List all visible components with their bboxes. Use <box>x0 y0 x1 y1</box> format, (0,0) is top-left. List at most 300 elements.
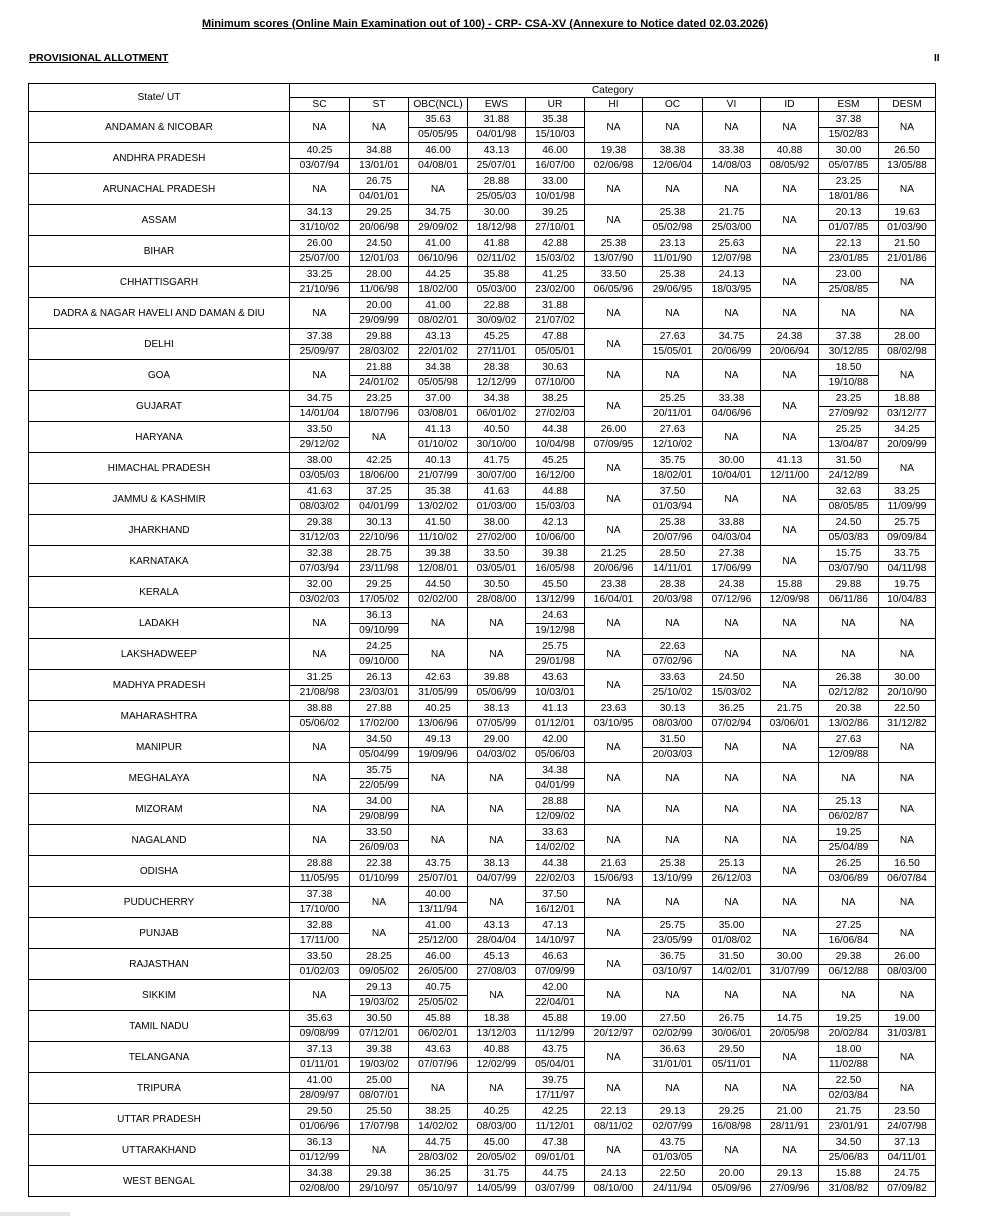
date-cell: 23/05/99 <box>643 933 703 949</box>
score-cell: 32.00 <box>290 577 350 593</box>
date-cell: 09/10/99 <box>350 623 409 639</box>
date-cell: 08/05/92 <box>761 158 819 174</box>
date-cell: 15/10/03 <box>526 127 585 143</box>
date-cell: 08/03/00 <box>468 1119 526 1135</box>
na-cell: NA <box>703 484 761 515</box>
date-cell: 25/04/89 <box>819 840 879 856</box>
table-row <box>29 887 936 903</box>
score-cell: 26.00 <box>290 236 350 252</box>
na-cell: NA <box>761 174 819 205</box>
score-cell: 23.25 <box>819 391 879 407</box>
date-cell: 15/03/02 <box>526 251 585 267</box>
score-cell: 38.25 <box>409 1104 468 1120</box>
table-row <box>29 1011 936 1027</box>
score-cell: 43.13 <box>468 918 526 934</box>
date-cell: 16/07/00 <box>526 158 585 174</box>
score-cell: 41.00 <box>409 236 468 252</box>
date-cell: 13/05/88 <box>879 158 936 174</box>
date-cell: 02/12/82 <box>819 685 879 701</box>
state-name: BIHAR <box>29 236 290 267</box>
na-cell: NA <box>879 763 936 794</box>
score-cell: 25.38 <box>643 856 703 872</box>
date-cell: 05/11/01 <box>703 1057 761 1073</box>
date-cell: 25/07/00 <box>290 251 350 267</box>
score-cell: 14.75 <box>761 1011 819 1027</box>
score-cell: 45.25 <box>468 329 526 345</box>
score-cell: 29.25 <box>350 205 409 221</box>
date-cell: 17/07/98 <box>350 1119 409 1135</box>
score-cell: 21.25 <box>585 546 643 562</box>
date-cell: 05/05/01 <box>526 344 585 360</box>
score-cell: 22.38 <box>350 856 409 872</box>
state-name: ASSAM <box>29 205 290 236</box>
date-cell: 31/07/99 <box>761 964 819 980</box>
date-cell: 14/10/97 <box>526 933 585 949</box>
score-cell: 34.88 <box>350 143 409 159</box>
date-cell: 03/12/77 <box>879 406 936 422</box>
date-cell: 07/02/96 <box>643 654 703 670</box>
score-cell: 38.13 <box>468 701 526 717</box>
score-cell: 47.88 <box>526 329 585 345</box>
na-cell: NA <box>585 639 643 670</box>
column-header-obcncl: OBC(NCL) <box>409 98 468 112</box>
score-cell: 28.88 <box>468 174 526 190</box>
na-cell: NA <box>761 980 819 1011</box>
date-cell: 05/09/96 <box>703 1181 761 1197</box>
score-cell: 26.38 <box>819 670 879 686</box>
score-cell: 38.13 <box>468 856 526 872</box>
date-cell: 08/11/02 <box>585 1119 643 1135</box>
na-cell: NA <box>703 639 761 670</box>
score-cell: 34.75 <box>409 205 468 221</box>
na-cell: NA <box>761 267 819 298</box>
score-cell: 24.50 <box>703 670 761 686</box>
date-cell: 18/07/96 <box>350 406 409 422</box>
state-name: TRIPURA <box>29 1073 290 1104</box>
na-cell: NA <box>761 918 819 949</box>
score-cell: 43.13 <box>468 143 526 159</box>
date-cell: 09/01/01 <box>526 1150 585 1166</box>
score-cell: 25.13 <box>703 856 761 872</box>
date-cell: 05/03/00 <box>468 282 526 298</box>
na-cell: NA <box>761 391 819 422</box>
date-cell: 30/06/01 <box>703 1026 761 1042</box>
date-cell: 13/02/86 <box>819 716 879 732</box>
score-cell: 22.50 <box>879 701 936 717</box>
na-cell: NA <box>879 887 936 918</box>
na-cell: NA <box>290 794 350 825</box>
date-cell: 28/09/97 <box>290 1088 350 1104</box>
na-cell: NA <box>761 360 819 391</box>
na-cell: NA <box>585 949 643 980</box>
date-cell: 29/08/99 <box>350 809 409 825</box>
score-cell: 35.63 <box>409 112 468 128</box>
score-cell: 29.13 <box>643 1104 703 1120</box>
state-name: LADAKH <box>29 608 290 639</box>
date-cell: 01/03/05 <box>643 1150 703 1166</box>
date-cell: 10/06/00 <box>526 530 585 546</box>
date-cell: 03/06/89 <box>819 871 879 887</box>
na-cell: NA <box>585 670 643 701</box>
score-cell: 29.13 <box>761 1166 819 1182</box>
date-cell: 19/03/02 <box>350 1057 409 1073</box>
state-name: UTTARAKHAND <box>29 1135 290 1166</box>
date-cell: 01/03/94 <box>643 499 703 515</box>
date-cell: 18/03/95 <box>703 282 761 298</box>
date-cell: 20/03/98 <box>643 592 703 608</box>
score-cell: 29.25 <box>703 1104 761 1120</box>
score-cell: 42.88 <box>526 236 585 252</box>
score-cell: 40.75 <box>409 980 468 996</box>
date-cell: 20/02/84 <box>819 1026 879 1042</box>
na-cell: NA <box>761 794 819 825</box>
score-cell: 18.88 <box>879 391 936 407</box>
score-cell: 44.75 <box>526 1166 585 1182</box>
score-cell: 46.00 <box>409 143 468 159</box>
na-cell: NA <box>585 763 643 794</box>
date-cell: 22/10/96 <box>350 530 409 546</box>
na-cell: NA <box>643 794 703 825</box>
table-row <box>29 143 936 159</box>
score-cell: 24.13 <box>585 1166 643 1182</box>
score-cell: 22.13 <box>819 236 879 252</box>
na-cell: NA <box>290 112 350 143</box>
date-cell: 11/01/90 <box>643 251 703 267</box>
state-name: HIMACHAL PRADESH <box>29 453 290 484</box>
date-cell: 11/12/01 <box>526 1119 585 1135</box>
date-cell: 03/07/90 <box>819 561 879 577</box>
na-cell: NA <box>761 639 819 670</box>
date-cell: 19/10/88 <box>819 375 879 391</box>
table-row <box>29 1042 936 1058</box>
date-cell: 18/06/00 <box>350 468 409 484</box>
na-cell: NA <box>468 1073 526 1104</box>
na-cell: NA <box>761 1135 819 1166</box>
na-cell: NA <box>879 298 936 329</box>
state-name: MAHARASHTRA <box>29 701 290 732</box>
na-cell: NA <box>819 887 879 918</box>
score-cell: 36.13 <box>290 1135 350 1151</box>
score-cell: 28.38 <box>468 360 526 376</box>
table-row <box>29 825 936 841</box>
score-cell: 25.00 <box>350 1073 409 1089</box>
table-row <box>29 949 936 965</box>
na-cell: NA <box>879 1073 936 1104</box>
score-cell: 40.00 <box>409 887 468 903</box>
date-cell: 23/01/85 <box>819 251 879 267</box>
score-cell: 34.13 <box>290 205 350 221</box>
na-cell: NA <box>290 298 350 329</box>
table-row <box>29 391 936 407</box>
na-cell: NA <box>585 453 643 484</box>
score-cell: 46.00 <box>409 949 468 965</box>
score-cell: 32.88 <box>290 918 350 934</box>
date-cell: 20/12/97 <box>585 1026 643 1042</box>
na-cell: NA <box>819 639 879 670</box>
state-name: ANDAMAN & NICOBAR <box>29 112 290 143</box>
date-cell: 17/11/97 <box>526 1088 585 1104</box>
date-cell: 12/09/02 <box>526 809 585 825</box>
date-cell: 28/03/02 <box>409 1150 468 1166</box>
date-cell: 04/01/99 <box>526 778 585 794</box>
table-row <box>29 267 936 283</box>
na-cell: NA <box>585 1042 643 1073</box>
na-cell: NA <box>585 918 643 949</box>
na-cell: NA <box>409 794 468 825</box>
na-cell: NA <box>761 856 819 887</box>
date-cell: 23/03/01 <box>350 685 409 701</box>
date-cell: 13/01/01 <box>350 158 409 174</box>
na-cell: NA <box>761 112 819 143</box>
score-cell: 37.38 <box>290 329 350 345</box>
date-cell: 25/09/97 <box>290 344 350 360</box>
score-cell: 25.38 <box>585 236 643 252</box>
date-cell: 20/06/99 <box>703 344 761 360</box>
score-cell: 31.50 <box>643 732 703 748</box>
date-cell: 04/01/99 <box>350 499 409 515</box>
date-cell: 24/07/98 <box>879 1119 936 1135</box>
na-cell: NA <box>409 763 468 794</box>
date-cell: 04/03/04 <box>703 530 761 546</box>
score-cell: 20.38 <box>819 701 879 717</box>
date-cell: 27/02/03 <box>526 406 585 422</box>
score-cell: 30.13 <box>350 515 409 531</box>
column-header-vi: VI <box>703 98 761 112</box>
na-cell: NA <box>409 639 468 670</box>
score-cell: 45.88 <box>526 1011 585 1027</box>
date-cell: 08/07/01 <box>350 1088 409 1104</box>
date-cell: 07/03/94 <box>290 561 350 577</box>
state-name: WEST BENGAL <box>29 1166 290 1197</box>
table-row <box>29 1104 936 1120</box>
score-cell: 33.38 <box>703 391 761 407</box>
score-cell: 27.50 <box>643 1011 703 1027</box>
page-mark: II <box>934 53 940 64</box>
na-cell: NA <box>290 825 350 856</box>
date-cell: 08/03/00 <box>643 716 703 732</box>
na-cell: NA <box>350 112 409 143</box>
na-cell: NA <box>643 887 703 918</box>
na-cell: NA <box>703 980 761 1011</box>
score-cell: 23.25 <box>819 174 879 190</box>
score-cell: 39.38 <box>526 546 585 562</box>
score-cell: 28.88 <box>290 856 350 872</box>
na-cell: NA <box>761 205 819 236</box>
na-cell: NA <box>879 360 936 391</box>
table-row <box>29 236 936 252</box>
na-cell: NA <box>703 608 761 639</box>
na-cell: NA <box>585 1135 643 1166</box>
date-cell: 07/10/00 <box>526 375 585 391</box>
score-cell: 34.75 <box>290 391 350 407</box>
na-cell: NA <box>585 515 643 546</box>
na-cell: NA <box>761 887 819 918</box>
date-cell: 12/12/99 <box>468 375 526 391</box>
date-cell: 20/06/96 <box>585 561 643 577</box>
date-cell: 28/03/02 <box>350 344 409 360</box>
date-cell: 12/09/98 <box>761 592 819 608</box>
score-cell: 35.75 <box>643 453 703 469</box>
score-cell: 34.75 <box>703 329 761 345</box>
table-row <box>29 763 936 779</box>
score-cell: 28.00 <box>879 329 936 345</box>
date-cell: 08/02/98 <box>879 344 936 360</box>
score-cell: 40.25 <box>468 1104 526 1120</box>
date-cell: 10/04/83 <box>879 592 936 608</box>
score-cell: 25.75 <box>643 918 703 934</box>
score-cell: 26.00 <box>879 949 936 965</box>
score-cell: 33.63 <box>643 670 703 686</box>
state-name: MADHYA PRADESH <box>29 670 290 701</box>
score-cell: 31.50 <box>703 949 761 965</box>
score-cell: 26.25 <box>819 856 879 872</box>
date-cell: 15/03/03 <box>526 499 585 515</box>
score-cell: 26.75 <box>350 174 409 190</box>
state-name: DADRA & NAGAR HAVELI AND DAMAN & DIU <box>29 298 290 329</box>
date-cell: 22/04/01 <box>526 995 585 1011</box>
date-cell: 08/05/85 <box>819 499 879 515</box>
score-cell: 34.38 <box>468 391 526 407</box>
date-cell: 20/10/90 <box>879 685 936 701</box>
date-cell: 06/05/96 <box>585 282 643 298</box>
score-cell: 30.50 <box>350 1011 409 1027</box>
na-cell: NA <box>350 422 409 453</box>
table-row <box>29 701 936 717</box>
date-cell: 29/01/98 <box>526 654 585 670</box>
date-cell: 07/02/94 <box>703 716 761 732</box>
table-row <box>29 608 936 624</box>
na-cell: NA <box>879 112 936 143</box>
date-cell: 12/10/02 <box>643 437 703 453</box>
score-cell: 34.50 <box>819 1135 879 1151</box>
score-cell: 45.13 <box>468 949 526 965</box>
date-cell: 16/12/00 <box>526 468 585 484</box>
score-cell: 25.25 <box>643 391 703 407</box>
state-name: KARNATAKA <box>29 546 290 577</box>
table-row <box>29 577 936 593</box>
score-cell: 28.75 <box>350 546 409 562</box>
date-cell: 04/03/02 <box>468 747 526 763</box>
state-name: TELANGANA <box>29 1042 290 1073</box>
score-cell: 35.38 <box>409 484 468 500</box>
na-cell: NA <box>761 670 819 701</box>
na-cell: NA <box>761 298 819 329</box>
state-name: GUJARAT <box>29 391 290 422</box>
na-cell: NA <box>761 1042 819 1073</box>
score-cell: 45.50 <box>526 577 585 593</box>
score-cell: 41.00 <box>409 918 468 934</box>
score-cell: 34.50 <box>350 732 409 748</box>
score-cell: 31.50 <box>819 453 879 469</box>
date-cell: 07/09/95 <box>585 437 643 453</box>
date-cell: 14/05/99 <box>468 1181 526 1197</box>
score-cell: 49.13 <box>409 732 468 748</box>
na-cell: NA <box>585 1073 643 1104</box>
table-row <box>29 205 936 221</box>
state-name: ANDHRA PRADESH <box>29 143 290 174</box>
date-cell: 28/08/00 <box>468 592 526 608</box>
column-header-id: ID <box>761 98 819 112</box>
score-cell: 34.25 <box>879 422 936 438</box>
date-cell: 28/11/91 <box>761 1119 819 1135</box>
score-cell: 25.75 <box>879 515 936 531</box>
date-cell: 11/06/98 <box>350 282 409 298</box>
date-cell: 03/07/99 <box>526 1181 585 1197</box>
date-cell: 29/09/99 <box>350 313 409 329</box>
date-cell: 23/11/98 <box>350 561 409 577</box>
score-cell: 32.38 <box>290 546 350 562</box>
column-header-ews: EWS <box>468 98 526 112</box>
na-cell: NA <box>703 794 761 825</box>
score-cell: 38.88 <box>290 701 350 717</box>
score-cell: 30.00 <box>468 205 526 221</box>
date-cell: 18/01/86 <box>819 189 879 205</box>
score-cell: 19.75 <box>879 577 936 593</box>
na-cell: NA <box>290 174 350 205</box>
na-cell: NA <box>350 918 409 949</box>
date-cell: 11/02/88 <box>819 1057 879 1073</box>
na-cell: NA <box>703 887 761 918</box>
na-cell: NA <box>585 825 643 856</box>
date-cell: 18/12/98 <box>468 220 526 236</box>
date-cell: 06/12/88 <box>819 964 879 980</box>
date-cell: 03/07/94 <box>290 158 350 174</box>
na-cell: NA <box>468 887 526 918</box>
date-cell: 29/06/95 <box>643 282 703 298</box>
score-cell: 26.50 <box>879 143 936 159</box>
date-cell: 27/11/01 <box>468 344 526 360</box>
score-cell: 39.25 <box>526 205 585 221</box>
na-cell: NA <box>585 608 643 639</box>
na-cell: NA <box>761 515 819 546</box>
date-cell: 24/01/02 <box>350 375 409 391</box>
na-cell: NA <box>585 732 643 763</box>
date-cell: 13/07/90 <box>585 251 643 267</box>
date-cell: 02/11/02 <box>468 251 526 267</box>
date-cell: 05/04/01 <box>526 1057 585 1073</box>
score-cell: 39.88 <box>468 670 526 686</box>
score-cell: 44.50 <box>409 577 468 593</box>
score-cell: 37.38 <box>290 887 350 903</box>
date-cell: 06/02/01 <box>409 1026 468 1042</box>
score-cell: 19.25 <box>819 1011 879 1027</box>
score-cell: 32.63 <box>819 484 879 500</box>
score-cell: 26.75 <box>703 1011 761 1027</box>
score-cell: 42.25 <box>350 453 409 469</box>
score-cell: 28.25 <box>350 949 409 965</box>
score-cell: 44.25 <box>409 267 468 283</box>
date-cell: 05/05/95 <box>409 127 468 143</box>
na-cell: NA <box>879 453 936 484</box>
date-cell: 01/03/00 <box>468 499 526 515</box>
score-cell: 23.63 <box>585 701 643 717</box>
date-cell: 12/06/04 <box>643 158 703 174</box>
date-cell: 03/10/95 <box>585 716 643 732</box>
date-cell: 09/10/00 <box>350 654 409 670</box>
score-cell: 40.88 <box>761 143 819 159</box>
date-cell: 07/12/96 <box>703 592 761 608</box>
date-cell: 10/04/01 <box>703 468 761 484</box>
na-cell: NA <box>703 732 761 763</box>
date-cell: 17/05/02 <box>350 592 409 608</box>
score-cell: 27.63 <box>819 732 879 748</box>
score-cell: 30.13 <box>643 701 703 717</box>
date-cell: 31/01/01 <box>643 1057 703 1073</box>
date-cell: 04/06/96 <box>703 406 761 422</box>
state-name: SIKKIM <box>29 980 290 1011</box>
score-cell: 30.00 <box>879 670 936 686</box>
na-cell: NA <box>643 763 703 794</box>
